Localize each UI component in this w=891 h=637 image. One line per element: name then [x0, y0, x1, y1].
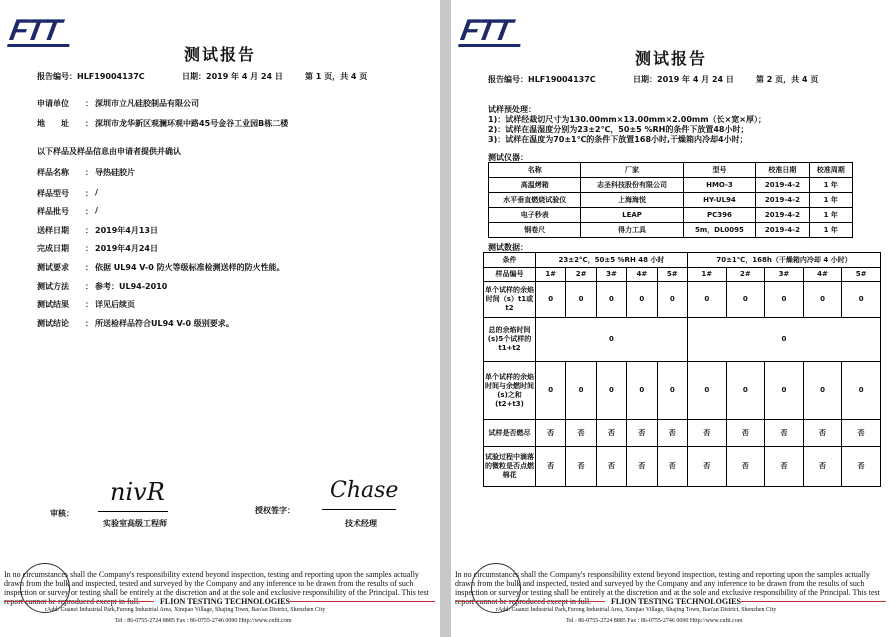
field-value: 2019年4月24日	[95, 244, 158, 253]
report-page-1	[0, 0, 440, 637]
colon: ：	[85, 168, 93, 177]
table-cell: 否	[596, 420, 626, 447]
table-row	[484, 420, 881, 447]
table-cell: PC396	[683, 208, 756, 223]
sample-number: 1#	[687, 268, 726, 282]
pretreatment-2: 2)：试样在温湿度分别为23±2℃，50±5 %RH的条件下放置48小时；	[488, 125, 749, 134]
colon: ：	[85, 263, 93, 272]
table-cell: 否	[687, 447, 726, 487]
table-cell: 0	[803, 362, 842, 420]
field-label: 测试要求	[37, 263, 69, 272]
table-cell: 0	[842, 282, 881, 318]
table-cell: 0	[566, 362, 596, 420]
table-cell: 0	[657, 282, 687, 318]
field-value: 所送检样品符合UL94 V-0 级别要求。	[95, 319, 234, 328]
table-cell: 否	[803, 447, 842, 487]
total-value: 0	[536, 318, 688, 362]
table-row	[484, 362, 881, 420]
field-value: 导热硅胶片	[95, 168, 135, 177]
table-cell: 2019-4-2	[756, 208, 809, 223]
field-label: 测试方法	[37, 282, 69, 291]
report-number: 报告编号：HLF19004137C	[37, 72, 145, 81]
table-cell: 0	[803, 282, 842, 318]
field-label: 样品名称	[37, 168, 69, 177]
table-cell: HMO-3	[683, 178, 756, 193]
lab-contact: Tel : 86-0755-2724 8885 Fax : 86-0755-2746 0090 Http://www.cnftt.com	[115, 618, 292, 624]
table-cell: 0	[657, 362, 687, 420]
field-value: 2019年4月13日	[95, 226, 158, 235]
applicant-value: 深圳市立凡硅胶制品有限公司	[95, 99, 199, 108]
page-number: 第 1 页，共 4 页	[305, 72, 368, 81]
table-row	[484, 447, 881, 487]
field-value: 参考：UL94-2010	[95, 282, 168, 291]
report-page-2	[451, 0, 891, 637]
table-cell: 0	[536, 362, 566, 420]
table-cell: 否	[765, 420, 804, 447]
table-cell: 0	[765, 362, 804, 420]
table-cell: 否	[842, 420, 881, 447]
colon: ：	[85, 319, 93, 328]
table-row	[489, 178, 853, 193]
field-label: 样品型号	[37, 189, 69, 198]
field-label: 测试结果	[37, 300, 69, 309]
table-cell: 0	[566, 282, 596, 318]
page-title: 测试报告	[634, 49, 707, 68]
field-label: 完成日期	[37, 244, 69, 253]
sample-number: 4#	[627, 268, 657, 282]
field-value: /	[95, 188, 98, 197]
sample-number: 5#	[657, 268, 687, 282]
table-cell: 0	[726, 362, 765, 420]
table-cell: 上海海悦	[581, 193, 683, 208]
lab-address: rAdd: Guanzi Industrial Park,Furong Industrial Area, Xinqiao Village, Shajing Town, Bao'an District, Shenzhen City	[496, 607, 777, 613]
table-cell: HY-UL94	[683, 193, 756, 208]
ftt-logo: FTT	[458, 14, 526, 47]
table-cell: 1 年	[809, 223, 852, 238]
sample-number: 3#	[596, 268, 626, 282]
table-row	[484, 282, 881, 318]
review-signature: nivR	[110, 478, 165, 506]
page-title: 测试报告	[183, 45, 256, 64]
sample-number: 3#	[765, 268, 804, 282]
sample-label: 样品编号	[484, 268, 536, 282]
table-cell: 1 年	[809, 178, 852, 193]
table-cell: 否	[803, 420, 842, 447]
table-row	[484, 318, 881, 362]
authorized-title: 技术经理	[345, 519, 377, 528]
field-value: 详见后续页	[95, 300, 135, 309]
table-cell: 水平垂直燃烧试验仪	[489, 193, 581, 208]
field-label: 样品批号	[37, 207, 69, 216]
sample-number: 5#	[842, 268, 881, 282]
colon: ：	[85, 99, 93, 108]
disclaimer: In no circumstances shall the Company's responsibility extend beyond inspection, testing and reporting upon the samples actually drawn from the bulk and inspected, tested and surveyed by the Company and any inference to be drawn from the results of such inspection or survey or testing shall be entirely at the discretion and at the sole and exclusive responsibility of the Principal. This test	[4, 570, 429, 597]
table-cell: 0	[687, 282, 726, 318]
report-date: 日期：2019 年 4 月 24 日	[633, 75, 734, 84]
review-title: 实验室高级工程师	[103, 519, 167, 528]
table-cell: 否	[687, 420, 726, 447]
test-data-table	[483, 252, 881, 487]
table-cell: 得力工具	[581, 223, 683, 238]
total-value: 0	[687, 318, 880, 362]
colon: ：	[85, 189, 93, 198]
review-label: 审核：	[50, 509, 74, 518]
table-cell: 1 年	[809, 208, 852, 223]
table-cell: 0	[726, 282, 765, 318]
lab-name: FLION TESTING TECHNOLOGIES	[611, 597, 741, 606]
table-cell: 0	[842, 362, 881, 420]
report-date: 日期：2019 年 4 月 24 日	[182, 72, 283, 81]
table-cell: 否	[726, 420, 765, 447]
table-cell: 否	[657, 447, 687, 487]
sample-number: 2#	[726, 268, 765, 282]
authorized-signature: Chase	[330, 478, 399, 503]
table-cell: 0	[627, 362, 657, 420]
table-cell: 否	[566, 447, 596, 487]
table-cell: 否	[657, 420, 687, 447]
row-label: 单个试样的余焰时间与余燃时间(s)之和(t2+t3)	[484, 362, 536, 420]
sample-number: 4#	[803, 268, 842, 282]
table-cell: 否	[627, 447, 657, 487]
field-label: 测试结论	[37, 319, 69, 328]
ftt-logo: FTT	[7, 14, 75, 47]
table-cell: 电子秒表	[489, 208, 581, 223]
address-label: 地 址	[37, 119, 69, 128]
table-cell: 高温烤箱	[489, 178, 581, 193]
sample-number: 2#	[566, 268, 596, 282]
table-cell: 否	[536, 447, 566, 487]
table-cell: LEAP	[581, 208, 683, 223]
column-header: 厂家	[581, 163, 683, 178]
table-cell: 5m，DL0095	[683, 223, 756, 238]
table-cell: 否	[842, 447, 881, 487]
row-label: 总的余焰时间(s)5个试样的t1+t2	[484, 318, 536, 362]
field-value: 依据 UL94 V-0 防火等级标准检测送样的防火性能。	[95, 263, 285, 272]
lab-contact: Tel : 86-0755-2724 8885 Fax : 86-0755-2746 0090 Http://www.cnftt.com	[566, 618, 743, 624]
table-cell: 否	[566, 420, 596, 447]
table-cell: 否	[627, 420, 657, 447]
pretreatment-3: 3)：试样在温度为70±1℃的条件下放置168小时,干燥箱内冷却4小时；	[488, 135, 748, 144]
row-label: 试验过程中滴落的微粒是否点燃棉花	[484, 447, 536, 487]
authorized-label: 授权签字：	[255, 506, 295, 515]
sample-notice: 以下样品及样品信息由申请者提供并确认	[37, 147, 181, 156]
colon: ：	[85, 282, 93, 291]
address-value: 深圳市龙华新区观澜环观中路45号金谷工业园B栋二楼	[95, 119, 289, 128]
data-title: 测试数据：	[488, 243, 528, 252]
table-row	[489, 193, 853, 208]
condition-1: 23±2°C，50±5 %RH 48 小时	[536, 253, 688, 268]
column-header: 型号	[683, 163, 756, 178]
table-cell: 0	[596, 282, 626, 318]
report-number: 报告编号：HLF19004137C	[488, 75, 596, 84]
colon: ：	[85, 226, 93, 235]
condition-2: 70±1℃，168h（干燥箱内冷却 4 小时）	[687, 253, 880, 268]
equipment-title: 测试仪器：	[488, 153, 528, 162]
equipment-table	[488, 162, 853, 238]
field-label: 送样日期	[37, 226, 69, 235]
column-header: 校准日期	[756, 163, 809, 178]
row-label: 单个试样的余焰时间（s）t1或 t2	[484, 282, 536, 318]
table-cell: 志圣科技股份有限公司	[581, 178, 683, 193]
sample-number: 1#	[536, 268, 566, 282]
table-cell: 0	[765, 282, 804, 318]
colon: ：	[85, 300, 93, 309]
table-cell: 0	[687, 362, 726, 420]
column-header: 校准周期	[809, 163, 852, 178]
table-cell: 2019-4-2	[756, 178, 809, 193]
table-cell: 否	[536, 420, 566, 447]
table-cell: 0	[536, 282, 566, 318]
lab-name: FLION TESTING TECHNOLOGIES	[160, 597, 290, 606]
table-cell: 0	[596, 362, 626, 420]
table-cell: 2019-4-2	[756, 193, 809, 208]
table-cell: 否	[596, 447, 626, 487]
colon: ：	[85, 207, 93, 216]
table-cell: 0	[627, 282, 657, 318]
disclaimer: In no circumstances shall the Company's responsibility extend beyond inspection, testing and reporting upon the samples actually drawn from the bulk and inspected, tested and surveyed by the Company and any inference to be drawn from the results of such inspection or survey or testing shall be entirely at the discretion and at the sole and exclusive responsibility of the Principal. This test	[455, 570, 880, 597]
field-value: /	[95, 206, 98, 215]
applicant-label: 申请单位	[37, 99, 69, 108]
table-cell: 钢卷尺	[489, 223, 581, 238]
colon: ：	[85, 119, 93, 128]
column-header: 名称	[489, 163, 581, 178]
table-cell: 否	[726, 447, 765, 487]
colon: ：	[85, 244, 93, 253]
condition-label: 条件	[484, 253, 536, 268]
pretreatment-1: 1)：试样经裁切尺寸为130.00mm×13.00mm×2.00mm（长×宽×厚）；	[488, 115, 766, 124]
row-label: 试样是否燃尽	[484, 420, 536, 447]
page-number: 第 2 页，共 4 页	[756, 75, 819, 84]
table-cell: 2019-4-2	[756, 223, 809, 238]
table-cell: 1 年	[809, 193, 852, 208]
lab-address: rAdd: Guanzi Industrial Park,Furong Industrial Area, Xinqiao Village, Shajing Town, Bao'an District, Shenzhen City	[45, 607, 326, 613]
pretreatment-title: 试样预处理：	[488, 105, 536, 114]
table-cell: 否	[765, 447, 804, 487]
table-row	[489, 208, 853, 223]
table-row	[489, 223, 853, 238]
